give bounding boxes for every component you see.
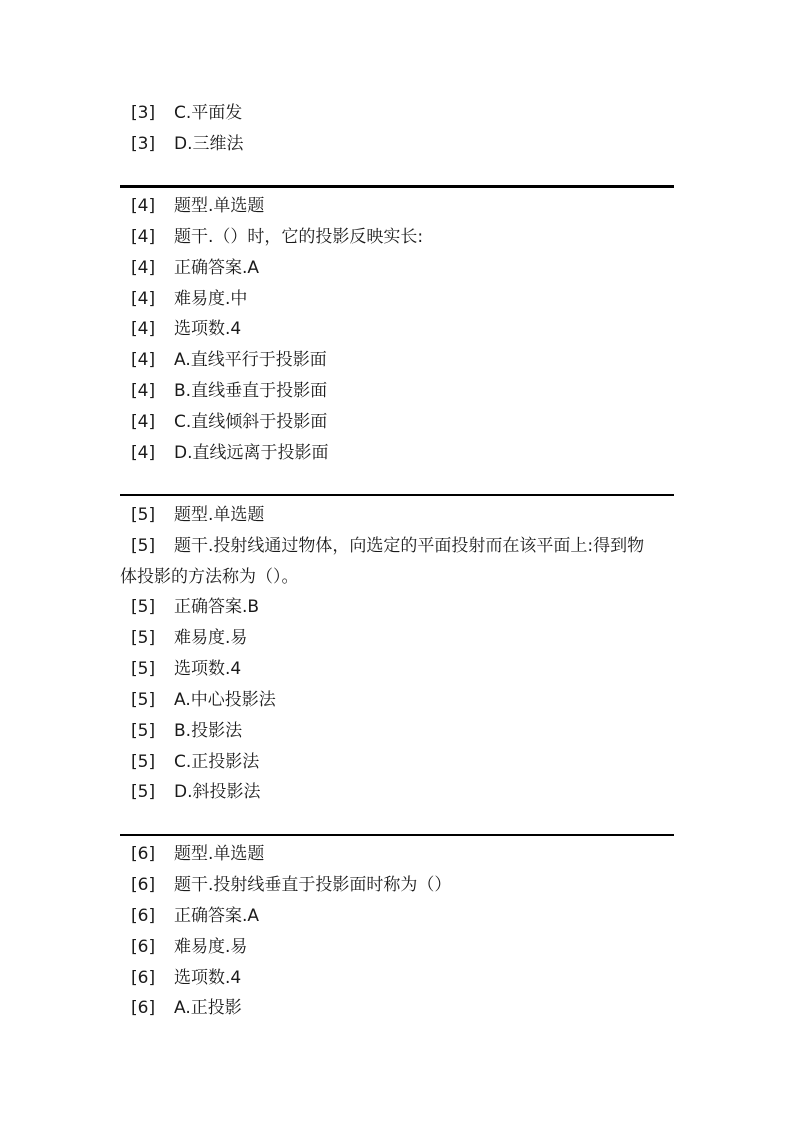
line-text: D.斜投影法 <box>174 782 261 802</box>
line-number: [6] <box>131 937 156 957</box>
question-6-line <box>131 843 264 865</box>
line-number: [6] <box>131 968 156 988</box>
question-4-line <box>131 442 329 464</box>
line-text: 选项数.4 <box>174 659 242 679</box>
line-text: 题型.单选题 <box>174 844 265 864</box>
question-5-line <box>131 720 242 742</box>
line-number: [6] <box>131 875 156 895</box>
question-4-line <box>131 257 259 279</box>
line-text: 正确答案.A <box>174 258 260 278</box>
question-3-line <box>131 133 244 155</box>
question-5-line <box>131 504 264 526</box>
section-divider <box>120 185 674 188</box>
question-4-line <box>131 288 247 310</box>
line-text: 难易度.易 <box>174 937 248 957</box>
question-6-line <box>131 997 242 1019</box>
question-4-line <box>131 226 423 248</box>
question-6-line <box>131 967 241 989</box>
question-3-line <box>131 102 242 124</box>
line-number: [3] <box>131 103 156 123</box>
line-text: 难易度.易 <box>174 628 248 648</box>
line-text: 题型.单选题 <box>174 196 265 216</box>
question-5-line <box>131 781 261 803</box>
line-number: [5] <box>131 659 156 679</box>
line-number: [4] <box>131 196 156 216</box>
question-5-line <box>131 658 241 680</box>
line-text: B.投影法 <box>174 721 243 741</box>
question-4-line <box>131 349 327 371</box>
line-number: [5] <box>131 690 156 710</box>
question-5-line <box>131 689 276 711</box>
line-number: [4] <box>131 319 156 339</box>
question-4-line <box>131 380 327 402</box>
line-number: [4] <box>131 289 156 309</box>
line-number: [4] <box>131 258 156 278</box>
question-6-line <box>131 874 451 896</box>
line-number: [4] <box>131 381 156 401</box>
line-text: 题干.投射线垂直于投影面时称为（） <box>174 875 452 895</box>
line-number: [6] <box>131 844 156 864</box>
line-number: [5] <box>131 628 156 648</box>
line-text: C.平面发 <box>174 103 243 123</box>
question-4-line <box>131 318 241 340</box>
line-number: [4] <box>131 350 156 370</box>
question-6-line <box>131 905 259 927</box>
line-text: D.直线远离于投影面 <box>174 443 329 463</box>
question-5-continuation: 体投影的方法称为（）。 <box>120 567 299 587</box>
line-text: D.三维法 <box>174 134 244 154</box>
line-text: 题型.单选题 <box>174 505 265 525</box>
line-text: A.直线平行于投影面 <box>174 350 327 370</box>
line-text: 正确答案.B <box>174 597 260 617</box>
section-divider <box>120 834 674 836</box>
line-text: A.中心投影法 <box>174 690 276 710</box>
line-text: C.直线倾斜于投影面 <box>174 412 328 432</box>
line-number: [3] <box>131 134 156 154</box>
question-4-line <box>131 411 327 433</box>
question-5-line <box>131 627 247 649</box>
line-text: 正确答案.A <box>174 906 260 926</box>
line-number: [6] <box>131 998 156 1018</box>
line-number: [5] <box>131 505 156 525</box>
line-text: 选项数.4 <box>174 968 242 988</box>
question-5-line <box>131 596 259 618</box>
line-number: [5] <box>131 782 156 802</box>
line-number: [5] <box>131 536 156 556</box>
question-4-line <box>131 195 264 217</box>
line-number: [4] <box>131 443 156 463</box>
line-number: [4] <box>131 227 156 247</box>
question-5-line <box>131 751 259 773</box>
line-text: 题干.投射线通过物体，向选定的平面投射而在该平面上:得到物 <box>174 536 645 556</box>
line-text: 题干.（）时，它的投影反映实长: <box>174 227 424 247</box>
line-text: A.正投影 <box>174 998 242 1018</box>
question-6-line <box>131 936 247 958</box>
line-text: 难易度.中 <box>174 289 248 309</box>
question-5-line <box>131 535 644 557</box>
line-number: [5] <box>131 721 156 741</box>
line-text: C.正投影法 <box>174 752 260 772</box>
line-number: [4] <box>131 412 156 432</box>
line-number: [5] <box>131 752 156 772</box>
section-divider <box>120 494 674 496</box>
line-number: [6] <box>131 906 156 926</box>
line-number: [5] <box>131 597 156 617</box>
line-text: B.直线垂直于投影面 <box>174 381 328 401</box>
line-text: 选项数.4 <box>174 319 242 339</box>
